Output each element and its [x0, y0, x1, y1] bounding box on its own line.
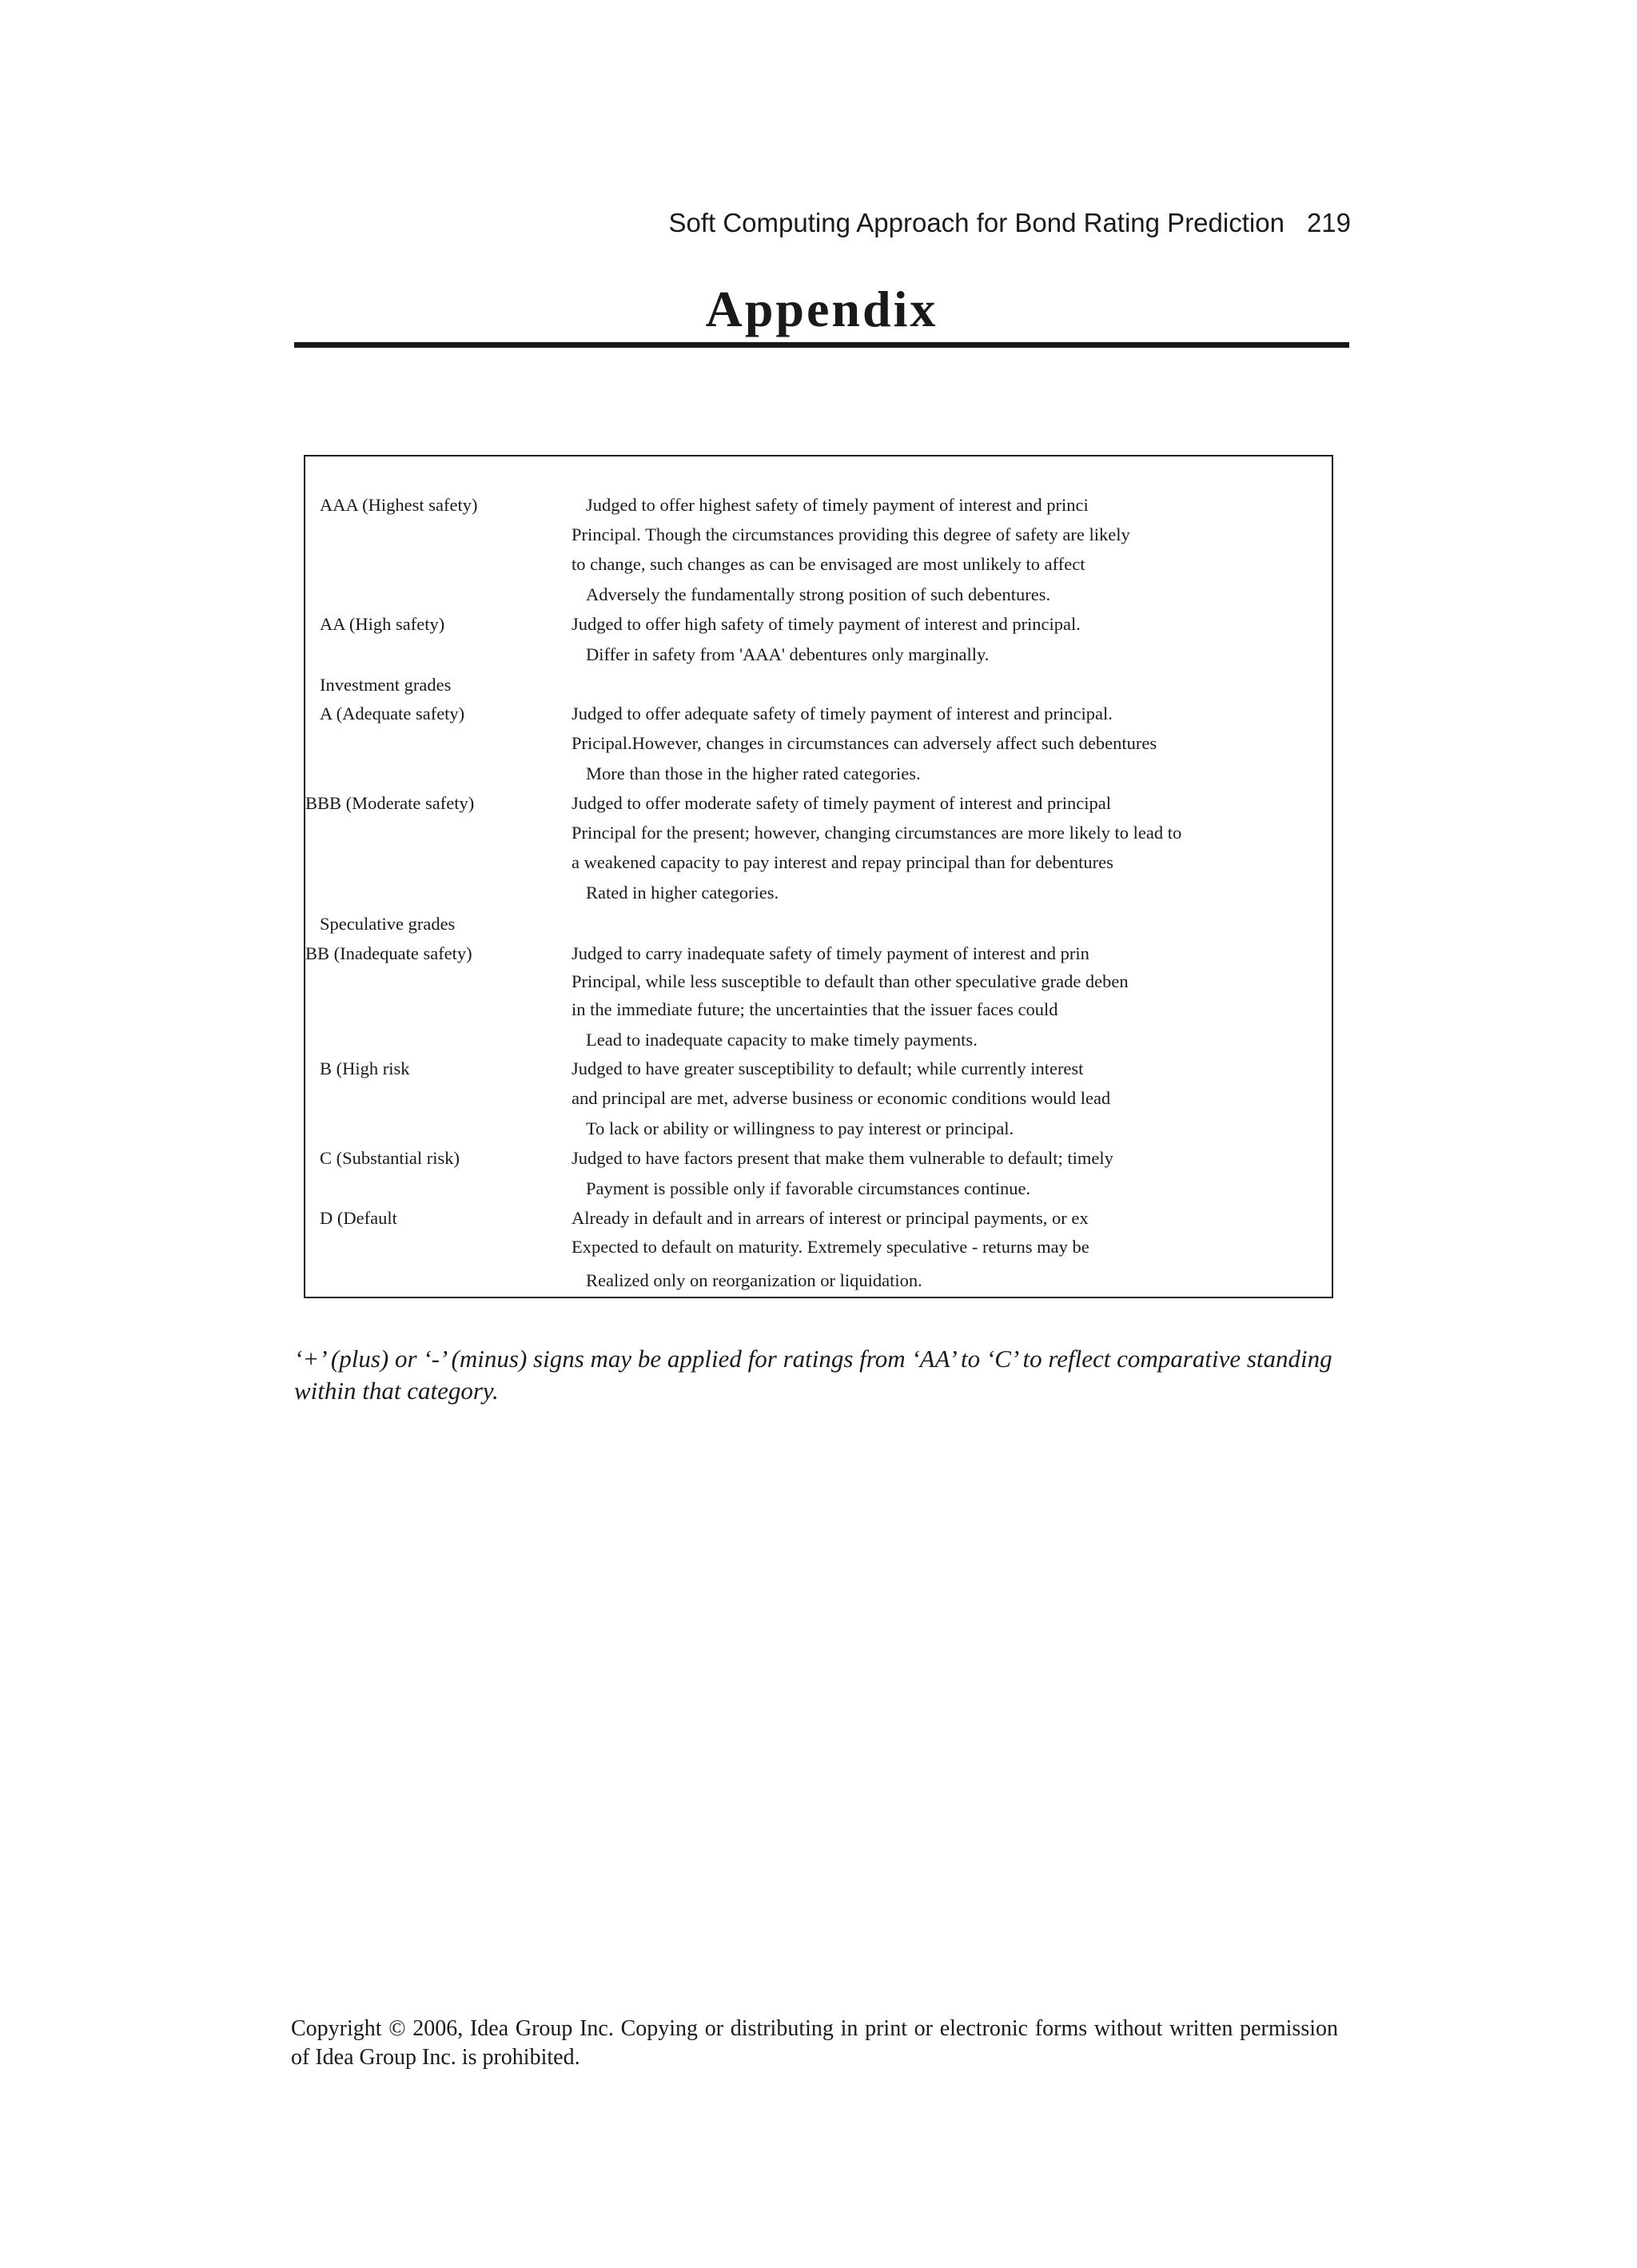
rating-desc-line: Expected to default on maturity. Extremely speculative - returns may be: [572, 1237, 1089, 1257]
rating-desc-line: Payment is possible only if favorable circumstances continue.: [586, 1178, 1031, 1198]
rating-desc-line: to change, such changes as can be envisaged are most unlikely to affect: [572, 554, 1085, 574]
rating-desc-line: Lead to inadequate capacity to make timely payments.: [586, 1030, 978, 1050]
rating-desc-line: Rated in higher categories.: [586, 883, 779, 903]
copyright-notice: Copyright © 2006, Idea Group Inc. Copying or distributing in print or electronic forms without written permission of Idea Group Inc. is prohibited.: [291, 2016, 1338, 2070]
rating-label-a: A (Adequate safety): [320, 704, 465, 723]
rating-modifier-note: ‘+’ (plus) or ‘-’ (minus) signs may be applied for ratings from ‘AA’ to ‘C’ to reflect comparative standing within that category.: [294, 1345, 1332, 1405]
group-label-investment: Investment grades: [320, 675, 452, 695]
rating-desc-line: and principal are met, adverse business or economic conditions would lead: [572, 1088, 1111, 1108]
rating-label-aa: AA (High safety): [320, 614, 445, 634]
rating-label-bb: BB (Inadequate safety): [305, 943, 472, 963]
rating-desc-line: Judged to offer high safety of timely payment of interest and principal.: [572, 614, 1081, 634]
rating-desc-line: More than those in the higher rated categories.: [586, 763, 921, 783]
rating-label-bbb: BBB (Moderate safety): [305, 793, 475, 813]
section-title: Appendix: [705, 281, 938, 337]
ratings-box: [304, 455, 1333, 1298]
rating-desc-line: Judged to offer highest safety of timely payment of interest and princi: [586, 495, 1089, 515]
rating-label-d: D (Default: [320, 1208, 397, 1228]
rating-desc-line: Principal. Though the circumstances providing this degree of safety are likely: [572, 524, 1130, 544]
rating-desc-line: Realized only on reorganization or liquidation.: [586, 1270, 922, 1290]
title-rule: [294, 342, 1349, 348]
rating-desc-line: Adversely the fundamentally strong position of such debentures.: [586, 584, 1051, 604]
rating-desc-line: Judged to offer adequate safety of timely payment of interest and principal.: [572, 704, 1113, 723]
rating-desc-line: Judged to have factors present that make them vulnerable to default; timely: [572, 1148, 1113, 1168]
rating-desc-line: Differ in safety from 'AAA' debentures only marginally.: [586, 644, 990, 664]
rating-desc-line: To lack or ability or willingness to pay interest or principal.: [586, 1118, 1014, 1138]
rating-desc-line: Pricipal.However, changes in circumstances can adversely affect such debentures: [572, 733, 1157, 753]
running-head: [668, 208, 1351, 238]
group-label-speculative: Speculative grades: [320, 914, 456, 934]
rating-desc-line: Principal, while less susceptible to default than other speculative grade deben: [572, 971, 1129, 991]
rating-desc-line: Principal for the present; however, changing circumstances are more likely to lead to: [572, 823, 1182, 843]
rating-desc-line: Judged to have greater susceptibility to default; while currently interest: [572, 1058, 1084, 1078]
running-title: Soft Computing Approach for Bond Rating Prediction: [668, 208, 1285, 237]
rating-desc-line: in the immediate future; the uncertainties that the issuer faces could: [572, 999, 1058, 1019]
rating-desc-line: Judged to carry inadequate safety of timely payment of interest and prin: [572, 943, 1089, 963]
rating-label-c: C (Substantial risk): [320, 1148, 460, 1168]
rating-label-b: B (High risk: [320, 1058, 410, 1078]
rating-desc-line: Already in default and in arrears of interest or principal payments, or ex: [572, 1208, 1089, 1228]
rating-desc-line: a weakened capacity to pay interest and repay principal than for debentures: [572, 852, 1113, 872]
page-number: 219: [1306, 208, 1351, 237]
rating-label-aaa: AAA (Highest safety): [320, 495, 478, 515]
rating-desc-line: Judged to offer moderate safety of timely payment of interest and principal: [572, 793, 1111, 813]
